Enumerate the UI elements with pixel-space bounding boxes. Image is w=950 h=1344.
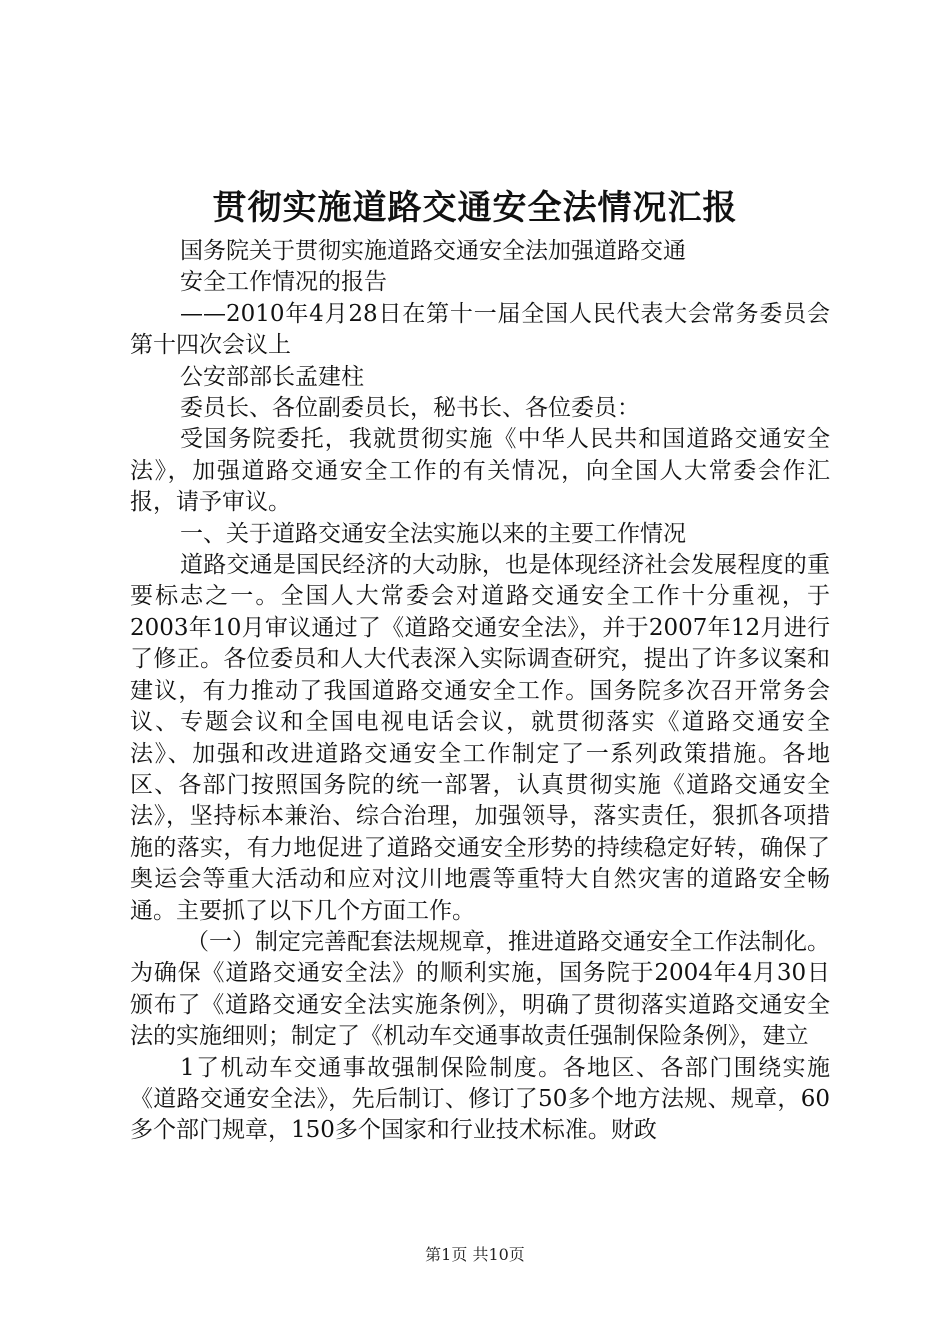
document-title: 贯彻实施道路交通安全法情况汇报: [212, 188, 738, 228]
continued-paragraph: 1了机动车交通事故强制保险制度。各地区、各部门围绕实施《道路交通安全法》，先后制订、修订了50多个地方法规、规章，60多个部门规章，150多个国家和行业技术标准。财政: [130, 1054, 830, 1144]
speaker-line: 公安部部长孟建柱: [180, 363, 364, 390]
subsection-paragraph-1: （一）制定完善配套法规规章，推进道路交通安全工作法制化。为确保《道路交通安全法》的顺利实施，国务院于2004年4月30日颁布了《道路交通安全法实施条例》，明确了贯彻落实道路交通安全法的实施细则；制定了《机动车交通事故责任强制保险条例》，建立: [130, 928, 830, 1050]
salutation: 委员长、各位副委员长，秘书长、各位委员：: [180, 395, 640, 422]
report-title-line-1: 国务院关于贯彻实施道路交通安全法加强道路交通: [180, 238, 686, 264]
meeting-subtitle: ——2010年4月28日在第十一届全国人民代表大会常务委员会第十四次会议上: [130, 300, 830, 359]
section-heading-1: 一、关于道路交通安全法实施以来的主要工作情况: [180, 520, 686, 547]
report-title-line-2: 安全工作情况的报告: [180, 269, 387, 296]
body-paragraph: 道路交通是国民经济的大动脉，也是体现经济社会发展程度的重要标志之一。全国人大常委会对道路交通安全工作十分重视，于2003年10月审议通过了《道路交通安全法》，并于2007年12月进行了修正。各位委员和人大代表深入实际调查研究，提出了许多议案和建议，有力推动了我国道路交通安全工作。国务院多次召开常务会议、专题会议和全国电视电话会议，就贯彻落实《道路交通安全法》、加强和改进道路交通安全工作制定了一系列政策措施。各地区、各部门按照国务院的统一部署，认真贯彻实施《道路交通安全法》，坚持标本兼治、综合治理，加强领导，落实责任，狠抓各项措施的落实，有力地促进了道路交通安全形势的持续稳定好转，确保了奥运会等重大活动和应对汶川地震等重特大自然灾害的道路安全畅通。主要抓了以下几个方面工作。: [130, 552, 830, 924]
page-footer: 第1页 共10页: [425, 1245, 525, 1264]
document-body: [130, 236, 830, 1147]
intro-paragraph: 受国务院委托，我就贯彻实施《中华人民共和国道路交通安全法》，加强道路交通安全工作的有关情况，向全国人大常委会作汇报，请予审议。: [130, 426, 830, 516]
